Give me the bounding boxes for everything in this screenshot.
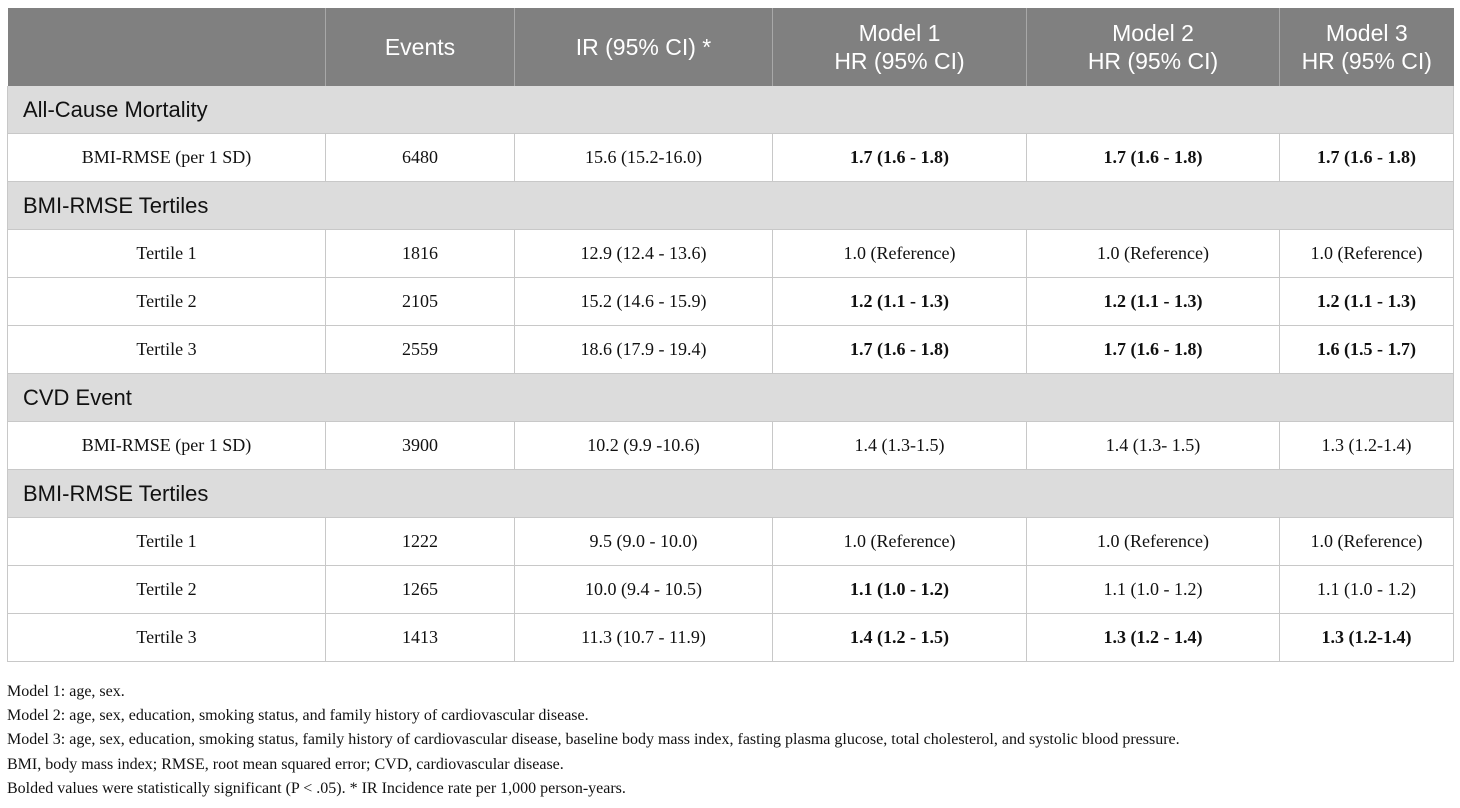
cell-model-3-hr: 1.2 (1.1 - 1.3) — [1280, 278, 1454, 326]
cell-incidence-rate: 9.5 (9.0 - 10.0) — [515, 518, 773, 566]
cell-incidence-rate: 18.6 (17.9 - 19.4) — [515, 326, 773, 374]
header-row — [8, 8, 1454, 86]
cell-model-3-hr: 1.3 (1.2-1.4) — [1280, 614, 1454, 662]
cell-incidence-rate: 12.9 (12.4 - 13.6) — [515, 230, 773, 278]
cell-events: 3900 — [326, 422, 515, 470]
header-cell-label — [8, 8, 326, 86]
table-row — [8, 230, 1454, 278]
section-label: BMI-RMSE Tertiles — [8, 182, 1454, 230]
footnote-line: BMI, body mass index; RMSE, root mean squared error; CVD, cardiovascular disease. — [7, 755, 564, 773]
cell-events: 1413 — [326, 614, 515, 662]
cell-events: 6480 — [326, 134, 515, 182]
header-cell-model-1: Model 1 HR (95% CI) — [773, 8, 1027, 86]
footnote-line: Model 1: age, sex. — [7, 683, 125, 700]
table-footnotes — [7, 680, 1453, 801]
results-table — [7, 8, 1454, 662]
header-cell-model-2: Model 2 HR (95% CI) — [1027, 8, 1280, 86]
cell-incidence-rate: 10.2 (9.9 -10.6) — [515, 422, 773, 470]
cell-model-2-hr: 1.7 (1.6 - 1.8) — [1027, 134, 1280, 182]
section-row — [8, 182, 1454, 230]
section-label: CVD Event — [8, 374, 1454, 422]
footnote-line: Bolded values were statistically significant (P < .05). * IR Incidence rate per 1,000 person-years. — [7, 779, 626, 797]
cell-events: 2105 — [326, 278, 515, 326]
cell-events: 2559 — [326, 326, 515, 374]
header-cell-model-3: Model 3 HR (95% CI) — [1280, 8, 1454, 86]
footnote-line: Model 3: age, sex, education, smoking status, family history of cardiovascular disease, baseline body mass index, fasting plasma glucose, total cholesterol, and systolic blood pressure. — [7, 731, 1180, 749]
cell-row-label: Tertile 2 — [8, 566, 326, 614]
cell-model-3-hr: 1.0 (Reference) — [1280, 230, 1454, 278]
cell-row-label: Tertile 1 — [8, 518, 326, 566]
header-cell-ir: IR (95% CI) * — [515, 8, 773, 86]
cell-model-1-hr: 1.7 (1.6 - 1.8) — [773, 326, 1027, 374]
cell-model-3-hr: 1.1 (1.0 - 1.2) — [1280, 566, 1454, 614]
cell-incidence-rate: 15.6 (15.2-16.0) — [515, 134, 773, 182]
cell-row-label: Tertile 3 — [8, 614, 326, 662]
table-row — [8, 566, 1454, 614]
table-row — [8, 326, 1454, 374]
cell-row-label: Tertile 1 — [8, 230, 326, 278]
section-label: All-Cause Mortality — [8, 86, 1454, 134]
cell-model-1-hr: 1.2 (1.1 - 1.3) — [773, 278, 1027, 326]
cell-row-label: Tertile 3 — [8, 326, 326, 374]
cell-model-2-hr: 1.0 (Reference) — [1027, 518, 1280, 566]
cell-incidence-rate: 11.3 (10.7 - 11.9) — [515, 614, 773, 662]
table-body — [8, 86, 1454, 662]
table-row — [8, 518, 1454, 566]
section-row — [8, 470, 1454, 518]
cell-model-2-hr: 1.0 (Reference) — [1027, 230, 1280, 278]
cell-row-label: Tertile 2 — [8, 278, 326, 326]
table-header — [8, 8, 1454, 86]
cell-events: 1816 — [326, 230, 515, 278]
table-row — [8, 134, 1454, 182]
header-cell-events: Events — [326, 8, 515, 86]
table-row — [8, 422, 1454, 470]
cell-row-label: BMI-RMSE (per 1 SD) — [8, 134, 326, 182]
section-row — [8, 374, 1454, 422]
section-row — [8, 86, 1454, 134]
cell-model-1-hr: 1.0 (Reference) — [773, 518, 1027, 566]
table-row — [8, 278, 1454, 326]
results-table-container — [7, 8, 1453, 662]
table-row — [8, 614, 1454, 662]
cell-model-1-hr: 1.0 (Reference) — [773, 230, 1027, 278]
cell-model-2-hr: 1.1 (1.0 - 1.2) — [1027, 566, 1280, 614]
cell-model-2-hr: 1.7 (1.6 - 1.8) — [1027, 326, 1280, 374]
cell-model-2-hr: 1.3 (1.2 - 1.4) — [1027, 614, 1280, 662]
cell-model-2-hr: 1.2 (1.1 - 1.3) — [1027, 278, 1280, 326]
cell-model-3-hr: 1.3 (1.2-1.4) — [1280, 422, 1454, 470]
cell-model-1-hr: 1.4 (1.2 - 1.5) — [773, 614, 1027, 662]
cell-incidence-rate: 15.2 (14.6 - 15.9) — [515, 278, 773, 326]
cell-model-2-hr: 1.4 (1.3- 1.5) — [1027, 422, 1280, 470]
cell-model-1-hr: 1.7 (1.6 - 1.8) — [773, 134, 1027, 182]
cell-events: 1265 — [326, 566, 515, 614]
cell-model-3-hr: 1.0 (Reference) — [1280, 518, 1454, 566]
cell-row-label: BMI-RMSE (per 1 SD) — [8, 422, 326, 470]
cell-incidence-rate: 10.0 (9.4 - 10.5) — [515, 566, 773, 614]
section-label: BMI-RMSE Tertiles — [8, 470, 1454, 518]
cell-model-3-hr: 1.7 (1.6 - 1.8) — [1280, 134, 1454, 182]
cell-model-3-hr: 1.6 (1.5 - 1.7) — [1280, 326, 1454, 374]
cell-model-1-hr: 1.1 (1.0 - 1.2) — [773, 566, 1027, 614]
cell-events: 1222 — [326, 518, 515, 566]
cell-model-1-hr: 1.4 (1.3-1.5) — [773, 422, 1027, 470]
footnote-line: Model 2: age, sex, education, smoking status, and family history of cardiovascular disease. — [7, 707, 589, 725]
